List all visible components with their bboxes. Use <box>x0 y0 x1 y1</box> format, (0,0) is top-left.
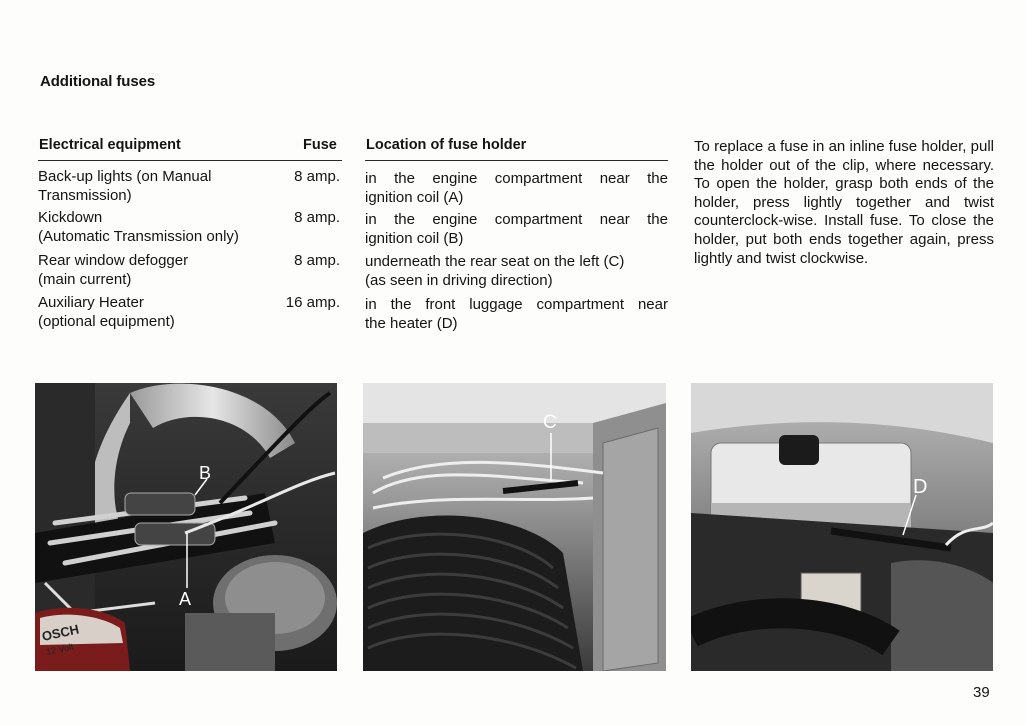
table-row-fuse: 8 amp. <box>294 209 340 226</box>
table-row-equipment: Back-up lights (on Manual Transmission) <box>38 168 212 204</box>
table-row-location: in the front luggage compartment near the heater (D) <box>365 296 668 332</box>
table-row-location: in the engine compartment near the ignition coil (A) <box>365 170 668 206</box>
section-title: Additional fuses <box>40 73 156 90</box>
header-location: Location of fuse holder <box>366 137 527 153</box>
table-row-fuse: 8 amp. <box>294 168 340 185</box>
photo-engine-compartment <box>35 383 337 671</box>
table-header-rule-right <box>365 160 668 161</box>
callout-d: D <box>913 476 928 498</box>
callout-c: C <box>543 412 557 433</box>
table-row-location: underneath the rear seat on the left (C) (as seen in driving direction) <box>365 253 625 289</box>
page-number: 39 <box>973 684 990 701</box>
callout-b: B <box>199 463 212 483</box>
header-fuse: Fuse <box>303 137 337 153</box>
table-header-rule-left <box>38 160 342 161</box>
callout-a: A <box>179 589 192 609</box>
table-row-location: in the engine compartment near the ignition coil (B) <box>365 211 668 247</box>
table-row-equipment: Rear window defogger (main current) <box>38 252 189 288</box>
coil-label-brand: OSCH <box>40 621 81 644</box>
coil-label-voltage: 12 Volt <box>45 641 75 657</box>
photo-rear-seat <box>363 383 666 671</box>
photo-front-luggage-compartment <box>691 383 993 671</box>
table-row-fuse: 8 amp. <box>294 252 340 269</box>
table-row-fuse: 16 amp. <box>285 294 340 311</box>
header-electrical-equipment: Electrical equipment <box>39 137 181 153</box>
table-row-equipment: Auxiliary Heater (optional equipment) <box>38 294 175 330</box>
fuse-replacement-instructions: To replace a fuse in an inline fuse holder, pull the holder out of the clip, where necessary. To open the holder, grasp both ends of the holder, press lightly together and twist counterclock-wise. Install fuse. To close the holder, put both ends together again, press lightly and twist clockwise. <box>694 138 994 267</box>
table-row-equipment: Kickdown (Automatic Transmission only) <box>38 209 239 245</box>
